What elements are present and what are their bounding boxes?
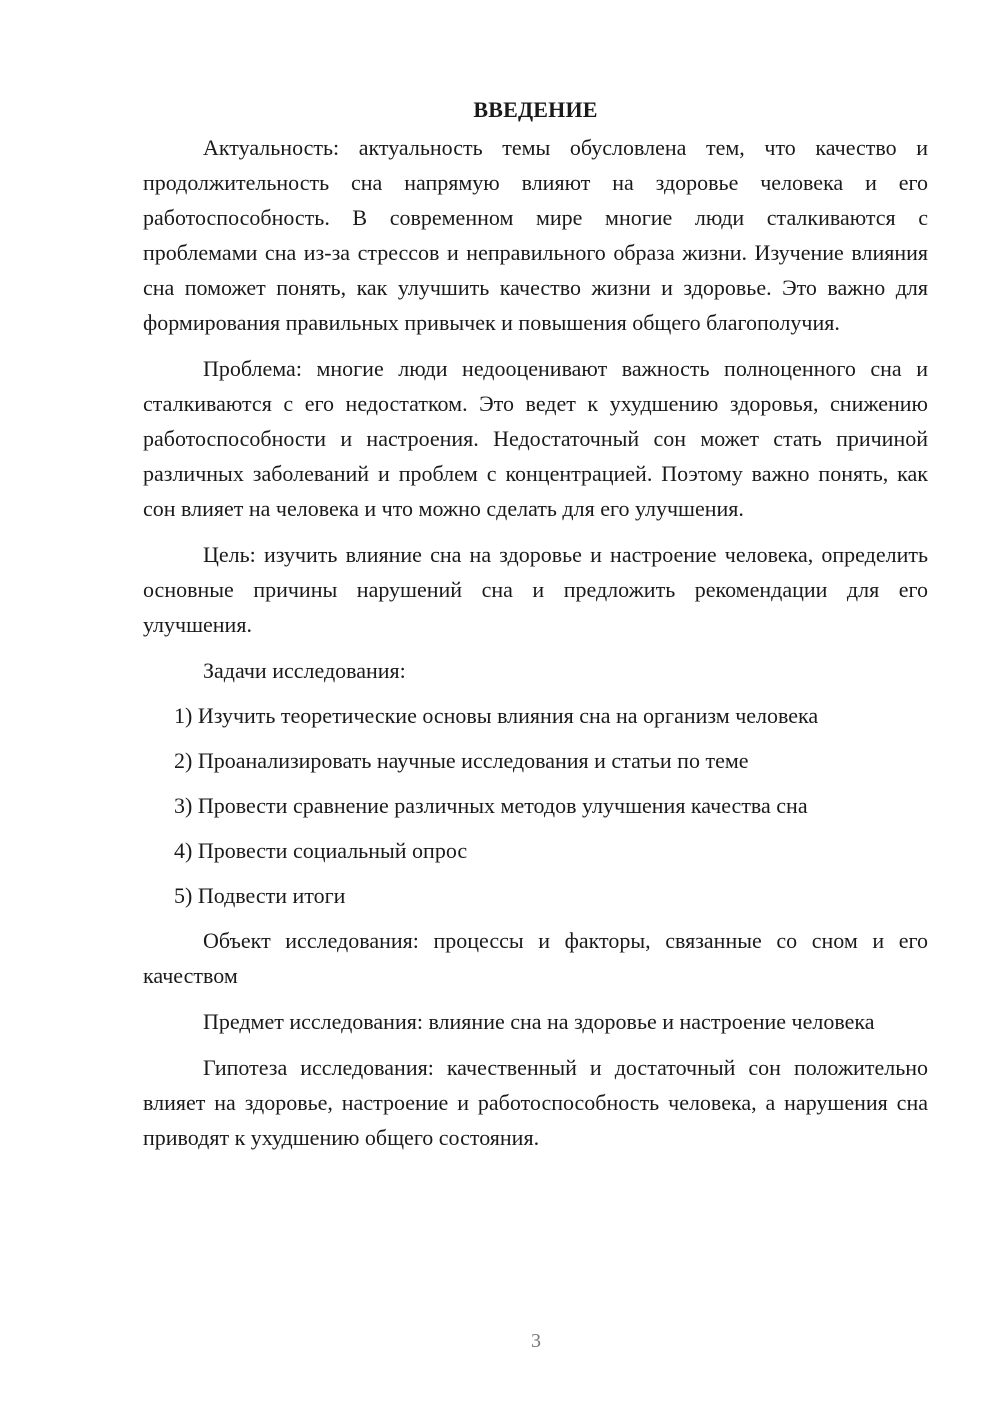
task-item: 4) Провести социальный опрос [174, 838, 468, 863]
page-content [143, 94, 928, 1166]
subject-paragraph: Предмет исследования: влияние сна на здоровье и настроение человека [203, 1009, 875, 1034]
problem-paragraph: Проблема: многие люди недооценивают важность полноценного сна и сталкиваются с его недостатком. Это ведет к ухудшению здоровья, снижению работоспособности и настроения. Недостаточный сон может стать причиной различных заболеваний и проблем с концентрацией. Поэтому важно понять, как сон влияет на человека и что можно сделать для его улучшения. [143, 356, 928, 521]
hypothesis-paragraph: Гипотеза исследования: качественный и достаточный сон положительно влияет на здоровье, настроение и работоспособность человека, а нарушения сна приводят к ухудшению общего состояния. [143, 1055, 928, 1150]
section-title: ВВЕДЕНИЕ [473, 97, 598, 122]
relevance-paragraph: Актуальность: актуальность темы обусловлена тем, что качество и продолжительность сна напрямую влияют на здоровье человека и его работоспособность. В современном мире многие люди сталкиваются с проблемами сна из-за стрессов и неправильного образа жизни. Изучение влияния сна поможет понять, как улучшить качество жизни и здоровье. Это важно для формирования правильных привычек и повышения общего благополучия. [143, 135, 928, 335]
task-item: 3) Провести сравнение различных методов улучшения качества сна [174, 793, 808, 818]
page-number: 3 [531, 1330, 541, 1352]
tasks-heading: Задачи исследования: [203, 658, 406, 683]
task-item: 1) Изучить теоретические основы влияния сна на организм человека [174, 703, 819, 728]
goal-paragraph: Цель: изучить влияние сна на здоровье и настроение человека, определить основные причины нарушений сна и предложить рекомендации для его улучшения. [143, 542, 928, 637]
task-item: 2) Проанализировать научные исследования и статьи по теме [174, 748, 749, 773]
tasks-list [143, 698, 928, 913]
object-paragraph: Объект исследования: процессы и факторы, связанные со сном и его качеством [143, 928, 928, 988]
task-item: 5) Подвести итоги [174, 883, 346, 908]
